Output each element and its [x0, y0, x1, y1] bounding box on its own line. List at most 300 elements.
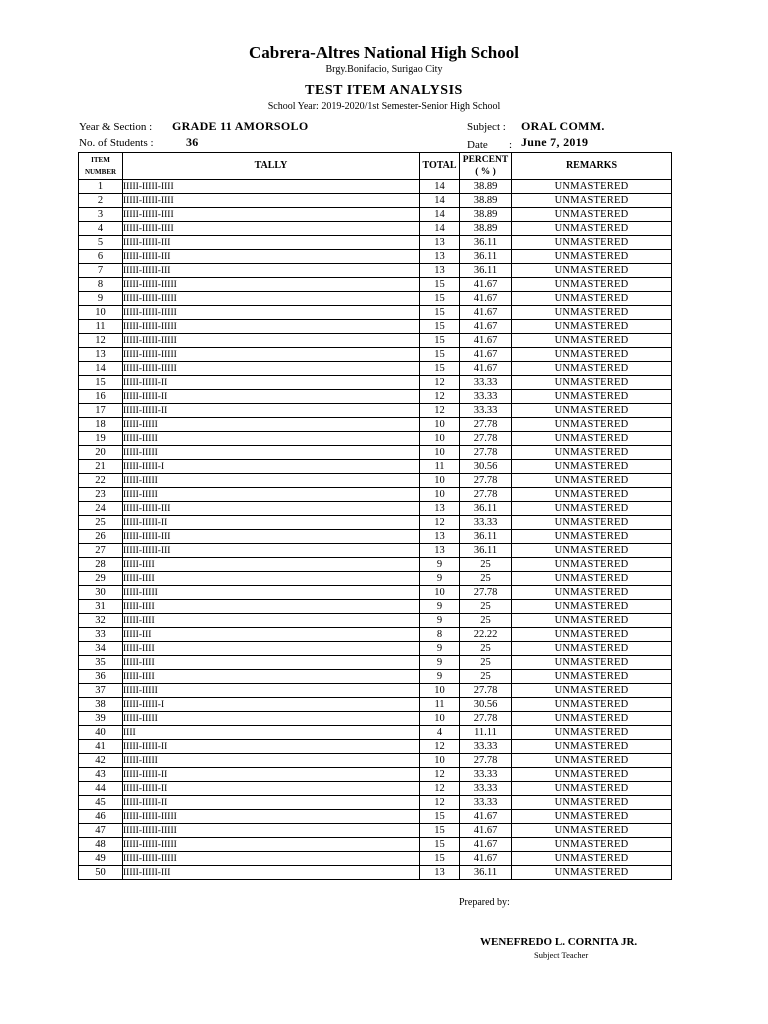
percent-cell: 33.33	[460, 796, 512, 810]
header-item-line1: ITEM	[91, 156, 110, 164]
table-row	[79, 404, 672, 418]
percent-cell: 36.11	[460, 250, 512, 264]
item-number-cell: 14	[79, 362, 123, 376]
table-row	[79, 586, 672, 600]
remarks-cell: UNMASTERED	[512, 348, 672, 362]
item-number-cell: 37	[79, 684, 123, 698]
total-cell: 15	[420, 334, 460, 348]
total-cell: 9	[420, 642, 460, 656]
total-cell: 12	[420, 516, 460, 530]
tally-cell: IIIII-IIIII-III	[123, 530, 420, 544]
table-row	[79, 642, 672, 656]
tally-cell: IIIII-IIII	[123, 600, 420, 614]
remarks-cell: UNMASTERED	[512, 558, 672, 572]
tally-cell: IIIII-III	[123, 628, 420, 642]
total-cell: 15	[420, 810, 460, 824]
table-row	[79, 572, 672, 586]
total-cell: 15	[420, 292, 460, 306]
percent-cell: 41.67	[460, 824, 512, 838]
item-number-cell: 3	[79, 208, 123, 222]
percent-cell: 27.78	[460, 418, 512, 432]
item-number-cell: 27	[79, 544, 123, 558]
percent-cell: 30.56	[460, 460, 512, 474]
total-cell: 15	[420, 278, 460, 292]
table-row	[79, 852, 672, 866]
tally-cell: IIIII-IIII	[123, 614, 420, 628]
tally-cell: IIIII-IIIII	[123, 754, 420, 768]
total-cell: 9	[420, 600, 460, 614]
total-cell: 10	[420, 418, 460, 432]
total-cell: 15	[420, 362, 460, 376]
percent-cell: 27.78	[460, 488, 512, 502]
item-number-cell: 4	[79, 222, 123, 236]
total-cell: 14	[420, 222, 460, 236]
table-row	[79, 320, 672, 334]
remarks-cell: UNMASTERED	[512, 278, 672, 292]
tally-cell: IIIII-IIIII-III	[123, 250, 420, 264]
table-row	[79, 250, 672, 264]
percent-cell: 41.67	[460, 810, 512, 824]
table-row	[79, 348, 672, 362]
item-number-cell: 44	[79, 782, 123, 796]
remarks-cell: UNMASTERED	[512, 796, 672, 810]
total-cell: 10	[420, 684, 460, 698]
tally-cell: IIIII-IIIII	[123, 488, 420, 502]
tally-cell: IIIII-IIIII	[123, 474, 420, 488]
item-number-cell: 15	[79, 376, 123, 390]
table-row	[79, 418, 672, 432]
item-number-cell: 20	[79, 446, 123, 460]
total-cell: 12	[420, 782, 460, 796]
percent-cell: 25	[460, 642, 512, 656]
remarks-cell: UNMASTERED	[512, 222, 672, 236]
percent-cell: 36.11	[460, 502, 512, 516]
subject-value-wrap	[521, 119, 605, 134]
table-header-row	[79, 153, 672, 180]
total-cell: 8	[420, 628, 460, 642]
remarks-cell: UNMASTERED	[512, 446, 672, 460]
table-row	[79, 558, 672, 572]
percent-cell: 41.67	[460, 292, 512, 306]
percent-cell: 22.22	[460, 628, 512, 642]
remarks-cell: UNMASTERED	[512, 642, 672, 656]
item-number-cell: 9	[79, 292, 123, 306]
remarks-cell: UNMASTERED	[512, 180, 672, 194]
tally-cell: IIIII-IIIII	[123, 712, 420, 726]
remarks-cell: UNMASTERED	[512, 236, 672, 250]
percent-cell: 25	[460, 600, 512, 614]
table-row	[79, 194, 672, 208]
item-number-cell: 23	[79, 488, 123, 502]
remarks-cell: UNMASTERED	[512, 782, 672, 796]
remarks-cell: UNMASTERED	[512, 460, 672, 474]
year-section	[79, 121, 152, 133]
students-label: No. of Students :	[79, 137, 154, 149]
total-cell: 15	[420, 824, 460, 838]
table-row	[79, 754, 672, 768]
total-cell: 14	[420, 180, 460, 194]
total-cell: 10	[420, 446, 460, 460]
remarks-cell: UNMASTERED	[512, 600, 672, 614]
total-cell: 15	[420, 852, 460, 866]
item-number-cell: 16	[79, 390, 123, 404]
percent-cell: 33.33	[460, 782, 512, 796]
table-row	[79, 824, 672, 838]
date-colon-wrap	[509, 139, 512, 151]
tally-cell: IIIII-IIIII	[123, 446, 420, 460]
remarks-cell: UNMASTERED	[512, 614, 672, 628]
total-cell: 14	[420, 208, 460, 222]
percent-cell: 25	[460, 656, 512, 670]
tally-cell: IIIII-IIIII-IIII	[123, 222, 420, 236]
percent-cell: 41.67	[460, 348, 512, 362]
remarks-cell: UNMASTERED	[512, 474, 672, 488]
remarks-cell: UNMASTERED	[512, 404, 672, 418]
item-number-cell: 40	[79, 726, 123, 740]
table-row	[79, 264, 672, 278]
remarks-cell: UNMASTERED	[512, 502, 672, 516]
remarks-cell: UNMASTERED	[512, 390, 672, 404]
percent-cell: 38.89	[460, 194, 512, 208]
total-cell: 10	[420, 586, 460, 600]
remarks-cell: UNMASTERED	[512, 838, 672, 852]
tally-cell: IIIII-IIIII-IIIII	[123, 320, 420, 334]
percent-cell: 36.11	[460, 264, 512, 278]
tally-cell: IIIII-IIIII-IIIII	[123, 824, 420, 838]
item-number-cell: 7	[79, 264, 123, 278]
item-number-cell: 24	[79, 502, 123, 516]
remarks-cell: UNMASTERED	[512, 670, 672, 684]
percent-cell: 41.67	[460, 320, 512, 334]
table-row	[79, 502, 672, 516]
percent-cell: 33.33	[460, 390, 512, 404]
tally-cell: IIIII-IIIII-III	[123, 264, 420, 278]
table-row	[79, 334, 672, 348]
percent-cell: 33.33	[460, 768, 512, 782]
item-number-cell: 29	[79, 572, 123, 586]
remarks-cell: UNMASTERED	[512, 516, 672, 530]
table-row	[79, 222, 672, 236]
tally-cell: IIIII-IIIII-II	[123, 782, 420, 796]
table-row	[79, 656, 672, 670]
item-number-cell: 28	[79, 558, 123, 572]
tally-cell: IIIII-IIIII-IIIII	[123, 852, 420, 866]
item-number-cell: 42	[79, 754, 123, 768]
percent-cell: 36.11	[460, 866, 512, 880]
total-cell: 9	[420, 614, 460, 628]
total-cell: 13	[420, 264, 460, 278]
teacher-role: Subject Teacher	[534, 950, 589, 960]
tally-cell: IIIII-IIIII-I	[123, 460, 420, 474]
subject-label: Subject :	[467, 121, 506, 133]
total-cell: 9	[420, 572, 460, 586]
tally-cell: IIIII-IIIII-II	[123, 516, 420, 530]
year-section-value: GRADE 11 AMORSOLO	[172, 119, 309, 133]
item-number-cell: 6	[79, 250, 123, 264]
table-row	[79, 698, 672, 712]
remarks-cell: UNMASTERED	[512, 740, 672, 754]
tally-cell: IIIII-IIIII-IIIII	[123, 306, 420, 320]
percent-cell: 27.78	[460, 432, 512, 446]
percent-cell: 27.78	[460, 474, 512, 488]
item-number-cell: 36	[79, 670, 123, 684]
percent-cell: 41.67	[460, 852, 512, 866]
tally-cell: IIIII-IIIII	[123, 418, 420, 432]
date-colon: :	[509, 139, 513, 151]
tally-cell: IIIII-IIIII-II	[123, 740, 420, 754]
date	[467, 139, 488, 151]
tally-cell: IIIII-IIIII-IIIII	[123, 810, 420, 824]
table-row	[79, 278, 672, 292]
percent-cell: 36.11	[460, 530, 512, 544]
header-item-number	[79, 153, 123, 180]
remarks-cell: UNMASTERED	[512, 376, 672, 390]
date-label: Date	[467, 139, 488, 151]
item-number-cell: 47	[79, 824, 123, 838]
percent-cell: 38.89	[460, 208, 512, 222]
tally-cell: IIIII-IIIII-IIIII	[123, 334, 420, 348]
total-cell: 13	[420, 250, 460, 264]
tally-cell: IIIII-IIIII-III	[123, 502, 420, 516]
remarks-cell: UNMASTERED	[512, 712, 672, 726]
item-number-cell: 32	[79, 614, 123, 628]
tally-cell: IIIII-IIIII-IIIII	[123, 838, 420, 852]
table-row	[79, 684, 672, 698]
total-cell: 11	[420, 460, 460, 474]
item-number-cell: 11	[79, 320, 123, 334]
year-section-label: Year & Section :	[79, 121, 153, 133]
header-remarks: REMARKS	[512, 153, 672, 180]
remarks-cell: UNMASTERED	[512, 194, 672, 208]
table-row	[79, 488, 672, 502]
item-number-cell: 21	[79, 460, 123, 474]
table-row	[79, 796, 672, 810]
total-cell: 9	[420, 670, 460, 684]
item-number-cell: 12	[79, 334, 123, 348]
prepared-by: Prepared by:	[459, 897, 510, 908]
tally-cell: IIIII-IIII	[123, 670, 420, 684]
tally-cell: IIIII-IIIII	[123, 586, 420, 600]
table-body	[79, 180, 672, 880]
item-analysis-table	[78, 152, 672, 880]
remarks-cell: UNMASTERED	[512, 488, 672, 502]
tally-cell: IIIII-IIIII-II	[123, 768, 420, 782]
remarks-cell: UNMASTERED	[512, 824, 672, 838]
table-row	[79, 810, 672, 824]
remarks-cell: UNMASTERED	[512, 684, 672, 698]
item-number-cell: 5	[79, 236, 123, 250]
students-value-wrap	[186, 135, 199, 150]
total-cell: 12	[420, 740, 460, 754]
remarks-cell: UNMASTERED	[512, 586, 672, 600]
remarks-cell: UNMASTERED	[512, 334, 672, 348]
table-row	[79, 390, 672, 404]
total-cell: 14	[420, 194, 460, 208]
total-cell: 10	[420, 754, 460, 768]
item-number-cell: 41	[79, 740, 123, 754]
item-number-cell: 35	[79, 656, 123, 670]
remarks-cell: UNMASTERED	[512, 572, 672, 586]
remarks-cell: UNMASTERED	[512, 754, 672, 768]
total-cell: 13	[420, 544, 460, 558]
remarks-cell: UNMASTERED	[512, 852, 672, 866]
remarks-cell: UNMASTERED	[512, 362, 672, 376]
percent-cell: 36.11	[460, 236, 512, 250]
tally-cell: IIIII-IIII	[123, 642, 420, 656]
percent-cell: 25	[460, 614, 512, 628]
percent-cell: 27.78	[460, 446, 512, 460]
total-cell: 13	[420, 866, 460, 880]
item-number-cell: 34	[79, 642, 123, 656]
remarks-cell: UNMASTERED	[512, 544, 672, 558]
total-cell: 15	[420, 306, 460, 320]
table-row	[79, 460, 672, 474]
item-number-cell: 19	[79, 432, 123, 446]
table-row	[79, 236, 672, 250]
item-number-cell: 26	[79, 530, 123, 544]
total-cell: 13	[420, 502, 460, 516]
percent-cell: 25	[460, 558, 512, 572]
tally-cell: IIIII-IIIII-II	[123, 376, 420, 390]
tally-cell: IIIII-IIII	[123, 572, 420, 586]
tally-cell: IIIII-IIIII-III	[123, 236, 420, 250]
remarks-cell: UNMASTERED	[512, 866, 672, 880]
header-tally: TALLY	[123, 153, 420, 180]
table-row	[79, 292, 672, 306]
table-row	[79, 866, 672, 880]
percent-cell: 41.67	[460, 838, 512, 852]
table-row	[79, 628, 672, 642]
percent-cell: 25	[460, 670, 512, 684]
remarks-cell: UNMASTERED	[512, 530, 672, 544]
total-cell: 10	[420, 712, 460, 726]
percent-cell: 27.78	[460, 586, 512, 600]
item-number-cell: 22	[79, 474, 123, 488]
remarks-cell: UNMASTERED	[512, 306, 672, 320]
table-row	[79, 208, 672, 222]
date-value-wrap	[521, 135, 588, 150]
tally-cell: IIIII-IIIII-IIII	[123, 194, 420, 208]
percent-cell: 11.11	[460, 726, 512, 740]
table-row	[79, 726, 672, 740]
table-row	[79, 740, 672, 754]
item-number-cell: 18	[79, 418, 123, 432]
header-percent-line1: PERCENT	[462, 155, 509, 165]
table-row	[79, 432, 672, 446]
item-number-cell: 25	[79, 516, 123, 530]
percent-cell: 36.11	[460, 544, 512, 558]
item-number-cell: 10	[79, 306, 123, 320]
total-cell: 9	[420, 656, 460, 670]
total-cell: 10	[420, 432, 460, 446]
percent-cell: 41.67	[460, 334, 512, 348]
tally-cell: IIIII-IIIII-IIIII	[123, 348, 420, 362]
item-number-cell: 13	[79, 348, 123, 362]
table-row	[79, 670, 672, 684]
percent-cell: 27.78	[460, 712, 512, 726]
table-row	[79, 768, 672, 782]
item-number-cell: 50	[79, 866, 123, 880]
header-total: TOTAL	[420, 153, 460, 180]
item-number-cell: 48	[79, 838, 123, 852]
total-cell: 13	[420, 530, 460, 544]
table-row	[79, 614, 672, 628]
teacher-name: WENEFREDO L. CORNITA JR.	[480, 936, 638, 948]
table-row	[79, 474, 672, 488]
tally-cell: IIIII-IIIII-III	[123, 544, 420, 558]
table-row	[79, 530, 672, 544]
tally-cell: IIIII-IIII	[123, 656, 420, 670]
remarks-cell: UNMASTERED	[512, 810, 672, 824]
table-row	[79, 712, 672, 726]
tally-cell: IIIII-IIIII-IIIII	[123, 292, 420, 306]
total-cell: 10	[420, 488, 460, 502]
item-number-cell: 1	[79, 180, 123, 194]
remarks-cell: UNMASTERED	[512, 264, 672, 278]
total-cell: 15	[420, 348, 460, 362]
item-number-cell: 8	[79, 278, 123, 292]
total-cell: 15	[420, 320, 460, 334]
students-value: 36	[186, 135, 199, 149]
table-row	[79, 306, 672, 320]
percent-cell: 33.33	[460, 376, 512, 390]
item-number-cell: 17	[79, 404, 123, 418]
tally-cell: IIIII-IIIII	[123, 432, 420, 446]
percent-cell: 27.78	[460, 754, 512, 768]
school-address: Brgy.Bonifacio, Surigao City	[325, 64, 443, 75]
remarks-cell: UNMASTERED	[512, 698, 672, 712]
item-number-cell: 43	[79, 768, 123, 782]
students-count	[79, 137, 154, 149]
table-row	[79, 180, 672, 194]
item-number-cell: 46	[79, 810, 123, 824]
year-section-value-wrap	[172, 119, 308, 134]
tally-cell: IIIII-IIIII-II	[123, 404, 420, 418]
date-value: June 7, 2019	[521, 135, 589, 149]
table-row	[79, 838, 672, 852]
total-cell: 10	[420, 474, 460, 488]
total-cell: 11	[420, 698, 460, 712]
item-number-cell: 31	[79, 600, 123, 614]
tally-cell: IIIII-IIII	[123, 558, 420, 572]
percent-cell: 38.89	[460, 180, 512, 194]
table-row	[79, 376, 672, 390]
tally-cell: IIIII-IIIII-IIIII	[123, 278, 420, 292]
total-cell: 15	[420, 838, 460, 852]
header-percent-line2: ( % )	[475, 167, 496, 177]
item-number-cell: 49	[79, 852, 123, 866]
item-number-cell: 39	[79, 712, 123, 726]
percent-cell: 27.78	[460, 684, 512, 698]
document-title: TEST ITEM ANALYSIS	[305, 83, 463, 98]
remarks-cell: UNMASTERED	[512, 628, 672, 642]
remarks-cell: UNMASTERED	[512, 418, 672, 432]
tally-cell: IIIII-IIIII-IIIII	[123, 362, 420, 376]
percent-cell: 38.89	[460, 222, 512, 236]
percent-cell: 41.67	[460, 306, 512, 320]
tally-cell: IIIII-IIIII-I	[123, 698, 420, 712]
total-cell: 12	[420, 390, 460, 404]
subject-value: ORAL COMM.	[521, 119, 605, 133]
remarks-cell: UNMASTERED	[512, 726, 672, 740]
item-number-cell: 30	[79, 586, 123, 600]
percent-cell: 33.33	[460, 740, 512, 754]
item-number-cell: 33	[79, 628, 123, 642]
remarks-cell: UNMASTERED	[512, 320, 672, 334]
tally-cell: IIIII-IIIII-IIII	[123, 180, 420, 194]
remarks-cell: UNMASTERED	[512, 292, 672, 306]
table-row	[79, 600, 672, 614]
